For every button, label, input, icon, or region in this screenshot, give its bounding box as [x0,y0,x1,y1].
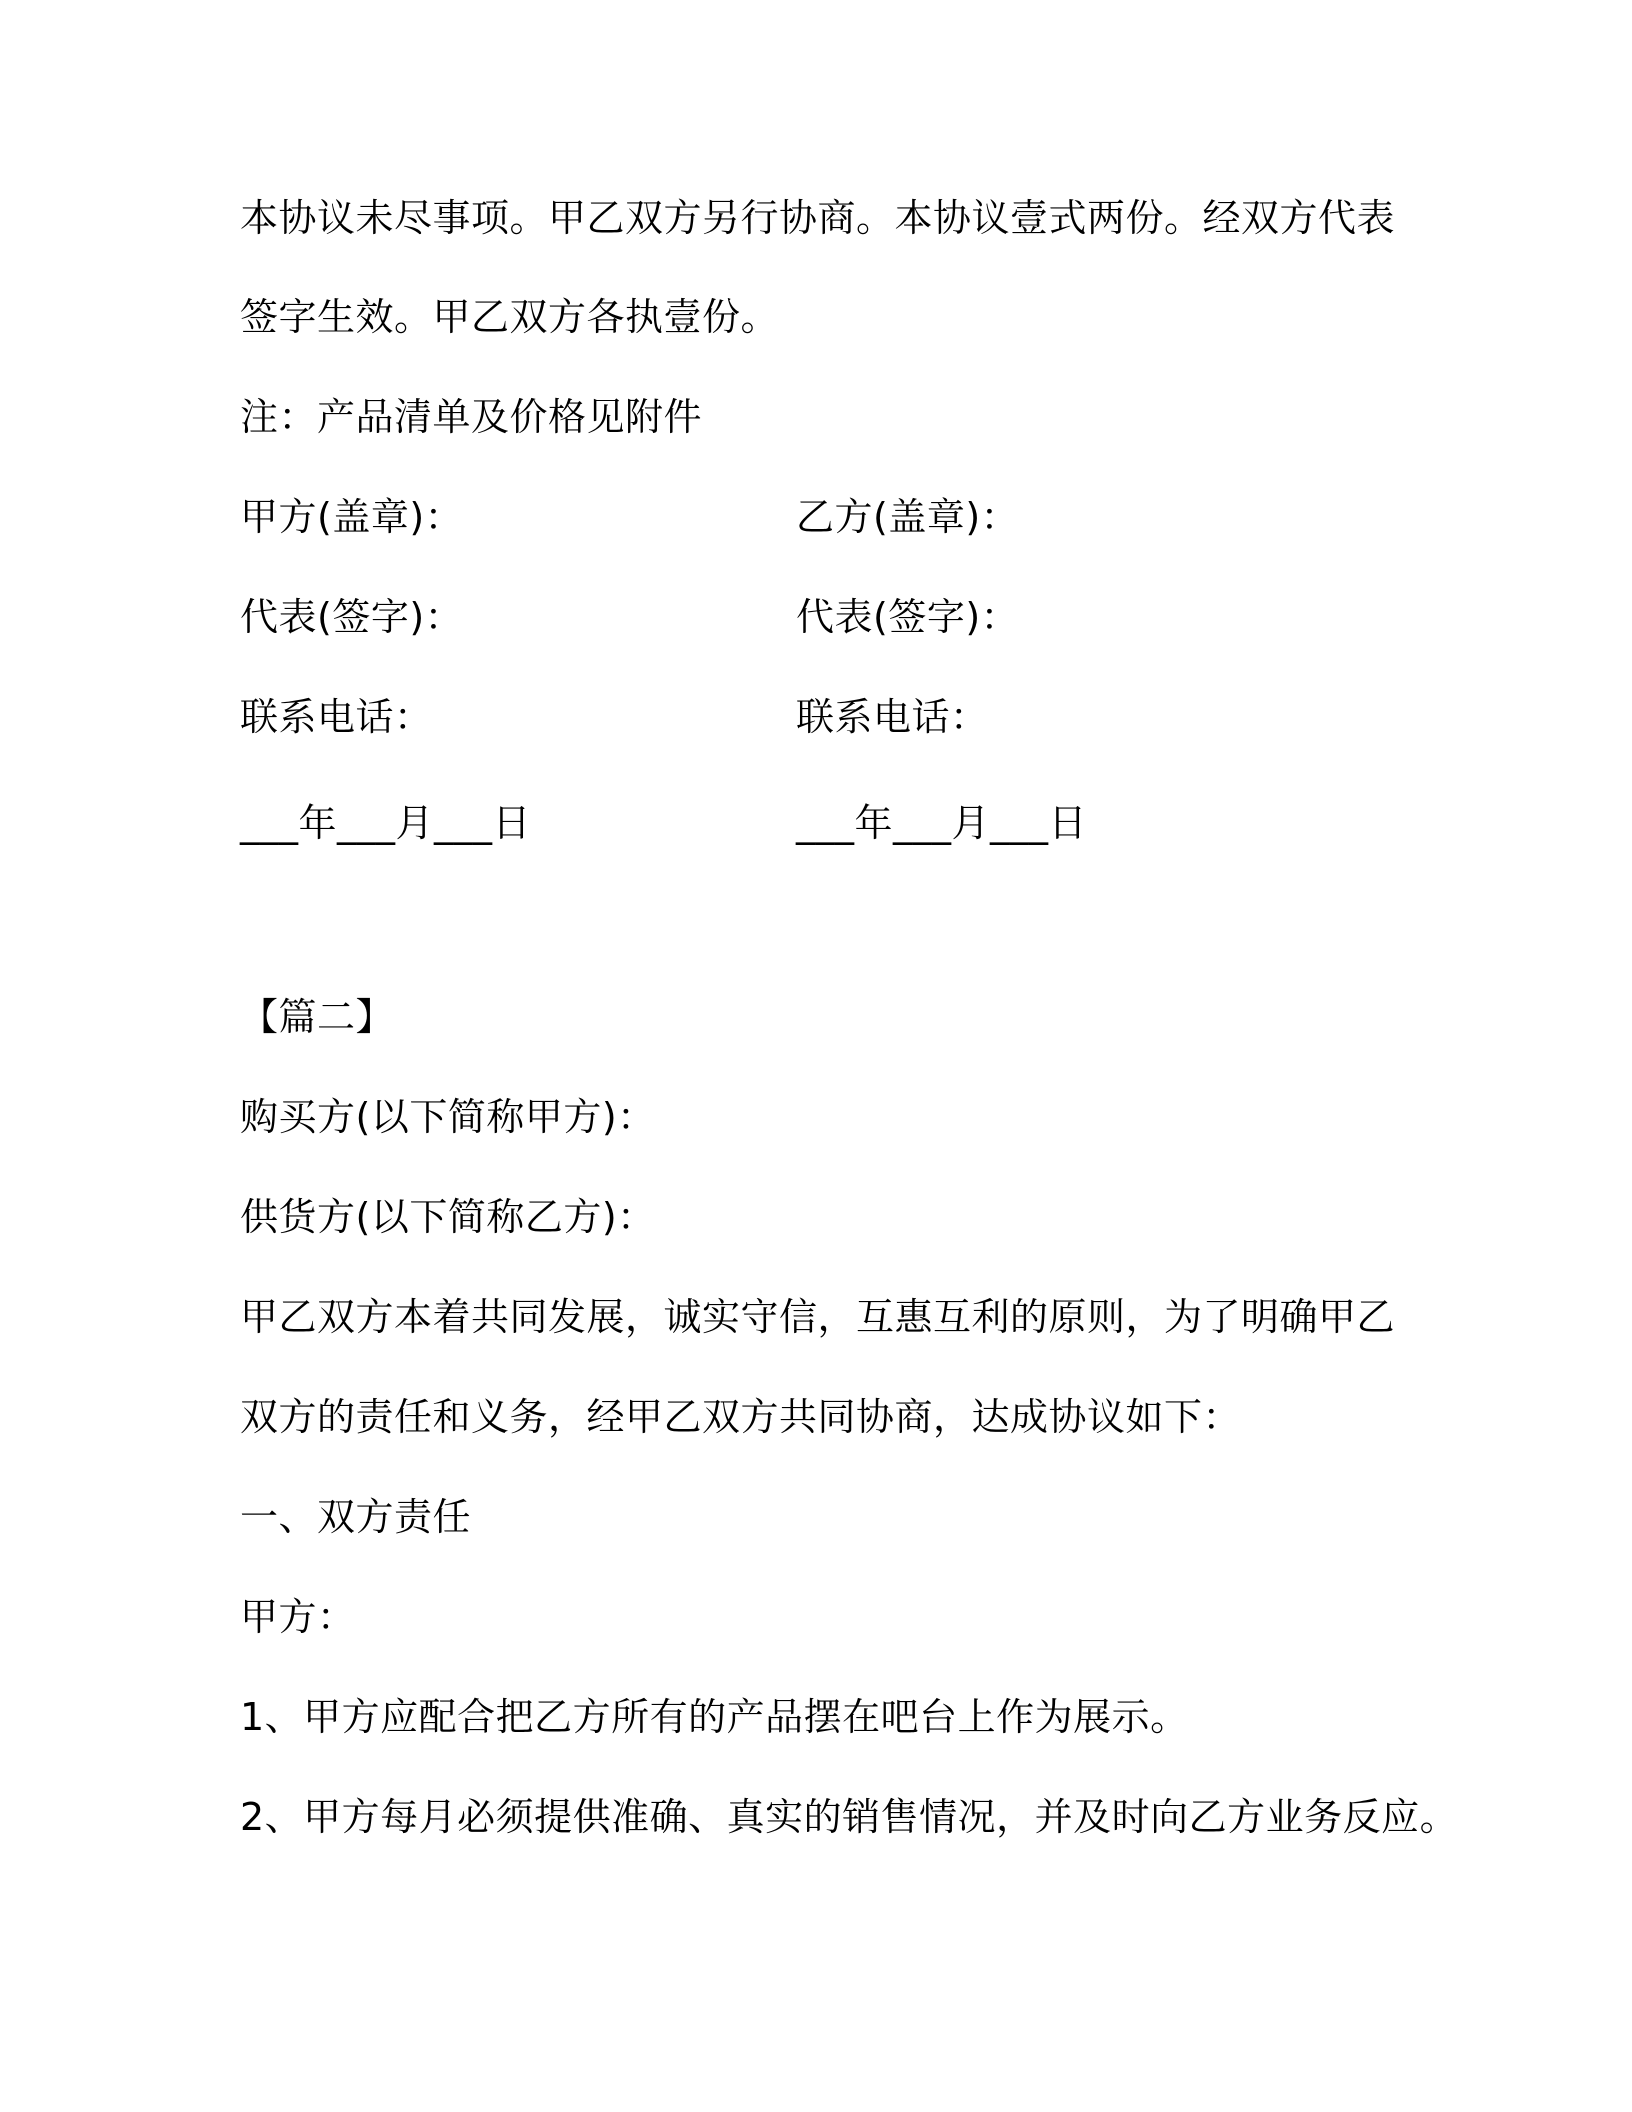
responsibility-item-1: 1、甲方应配合把乙方所有的产品摆在吧台上作为展示。 [240,1695,1189,1739]
supplier-line: 供货方(以下简称乙方)： [240,1195,656,1239]
party-a-seal-label: 甲方(盖章)： [240,495,464,539]
party-b-phone-label: 联系电话： [796,695,989,739]
closing-paragraph-line-2: 签字生效。甲乙双方各执壹份。 [240,295,780,339]
party-a-heading: 甲方： [240,1595,356,1639]
heading-mutual-responsibilities: 一、双方责任 [240,1495,472,1539]
section-title: 【篇二】 [240,995,395,1039]
party-a-date-line: ___年___月___日 [240,801,532,845]
buyer-line: 购买方(以下简称甲方)： [240,1095,656,1139]
attachment-note: 注：产品清单及价格见附件 [240,395,703,439]
intro-paragraph-line-2: 双方的责任和义务，经甲乙双方共同协商，达成协议如下： [240,1395,1242,1439]
party-b-representative-label: 代表(签字)： [796,595,1020,639]
party-b-date-line: ___年___月___日 [796,801,1088,845]
closing-paragraph-line-1: 本协议未尽事项。甲乙双方另行协商。本协议壹式两份。经双方代表 [240,196,1396,240]
intro-paragraph-line-1: 甲乙双方本着共同发展，诚实守信，互惠互利的原则，为了明确甲乙 [240,1295,1396,1339]
party-a-phone-label: 联系电话： [240,695,433,739]
party-a-representative-label: 代表(签字)： [240,595,464,639]
responsibility-item-2: 2、甲方每月必须提供准确、真实的销售情况，并及时向乙方业务反应。 [240,1795,1459,1839]
party-b-seal-label: 乙方(盖章)： [796,495,1020,539]
